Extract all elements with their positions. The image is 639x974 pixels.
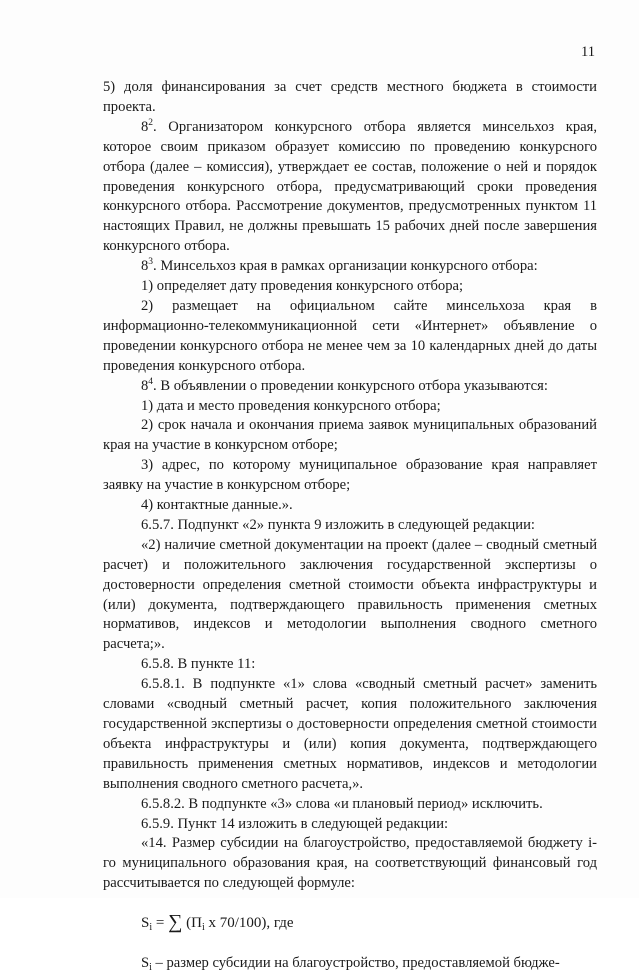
clause-number: 8 — [141, 118, 149, 135]
paragraph-6-5-8-1 — [103, 675, 597, 794]
document-body — [103, 78, 597, 974]
list-item — [103, 456, 597, 496]
clause-number: 8 — [141, 377, 149, 394]
formula-lhs: S — [141, 915, 150, 932]
paragraph-8-2 — [103, 118, 597, 257]
clause-superscript: 4 — [148, 376, 154, 387]
paragraph-quoted-item-2 — [103, 536, 597, 655]
formula-equals: = — [152, 915, 169, 932]
formula-term-subscript: i — [201, 922, 205, 934]
paragraph-6-5-8 — [103, 655, 597, 675]
formula-rest: x 70/100), где — [204, 915, 294, 932]
paragraph-text: 6.5.8. В пункте 11: — [141, 656, 256, 673]
paragraph-text: 5) доля финансирования за счет средств местного бюджета в стоимости проекта. — [103, 79, 597, 115]
list-item — [103, 397, 597, 417]
paragraph-text: 2) срок начала и окончания приема заявок муниципальных образований края на участие в конкурсном отборе; — [103, 417, 597, 454]
paragraph-text: 6.5.8.2. В подпункте «3» слова «и плановый период» исключить. — [141, 795, 543, 812]
definition-subscript: i — [149, 962, 152, 974]
paragraph-text: 1) определяет дату проведения конкурсного отбора; — [141, 278, 464, 295]
clause-superscript: 2 — [148, 117, 154, 128]
paragraph-text: «14. Размер субсидии на благоустройство, предоставляемой бюджету i-го муниципального образования края, на соответствующий финансовый год рассчитывается по следующей формуле: — [103, 835, 597, 892]
formula-term-open: (П — [182, 915, 202, 932]
paragraph-text: «2) наличие сметной документации на проект (далее – сводный сметный расчет) и положительного заключения государственной экспертизы о достоверности определения сметной стоимости объекта инфраструктуры и (или) документа, подтверждающего правильность применения сметных нормативов, индексов и методологии выполнения сводного сметного расчета;». — [103, 536, 597, 653]
page-number: 11 — [580, 44, 595, 60]
paragraph-text: . Минсельхоз края в рамках организации конкурсного отбора: — [153, 258, 538, 275]
paragraph-text: 4) контактные данные.». — [141, 497, 293, 514]
subsidy-formula — [141, 911, 597, 934]
list-item — [103, 496, 597, 516]
paragraph-text: 2) размещает на официальном сайте минсельхоза края в информационно-телекоммуникационной сети «Интернет» объявление о проведении конкурсного отбора не менее чем за 10 календарных дней до даты проведения конкурсного отбора. — [103, 297, 597, 374]
paragraph-8-4 — [103, 377, 597, 397]
paragraph-text: 6.5.9. Пункт 14 изложить в следующей редакции: — [141, 815, 449, 832]
paragraph-text: 1) дата и место проведения конкурсного отбора; — [141, 397, 441, 414]
list-item — [103, 297, 597, 377]
paragraph-6-5-7 — [103, 516, 597, 536]
clause-number: 8 — [141, 258, 149, 275]
paragraph-6-5-9 — [103, 815, 597, 835]
paragraph-funding-share — [103, 78, 597, 118]
paragraph-text: 6.5.7. Подпункт «2» пункта 9 изложить в следующей редакции: — [141, 516, 535, 533]
clause-superscript: 3 — [148, 257, 154, 268]
list-item — [103, 416, 597, 456]
paragraph-definition-si — [103, 954, 597, 974]
paragraph-8-3 — [103, 257, 597, 277]
paragraph-quoted-item-14 — [103, 834, 597, 894]
paragraph-6-5-8-2 — [103, 795, 597, 815]
paragraph-text: . Организатором конкурсного отбора является минсельхоз края, которое своим приказом образует комиссию по проведению конкурсного отбора (далее – комиссия), утверждает ее состав, положение о ней и порядок проведения конкурсного отбора, предусматривающий сроки проведения конкурсного отбора. Рассмотрение документов, предусмотренных пунктом 11 настоящих Правил, не должны превышать 15 рабочих дней после завершения конкурсного отбора. — [103, 118, 597, 255]
paragraph-text: – размер субсидии на благоустройство, предоставляемой бюдже- — [151, 955, 560, 972]
paragraph-text: 3) адрес, по которому муниципальное образование края направляет заявку на участие в конкурсном отборе; — [103, 457, 597, 494]
paragraph-text: 6.5.8.1. В подпункте «1» слова «сводный сметный расчет» заменить словами «сводный сметный расчет, копия положительного заключения государственной экспертизы о достоверности определения сметной стоимости объекта инфраструктуры и (или) копия документа, подтверждающего правильность применения сметных нормативов, индексов и методологии выполнения сводного сметного расчета,». — [103, 676, 597, 792]
paragraph-text: . В объявлении о проведении конкурсного отбора указываются: — [153, 377, 548, 394]
list-item — [103, 277, 597, 297]
sum-symbol: ∑ — [168, 911, 183, 934]
definition-symbol: S — [141, 955, 150, 972]
formula-lhs-subscript: i — [149, 922, 153, 934]
